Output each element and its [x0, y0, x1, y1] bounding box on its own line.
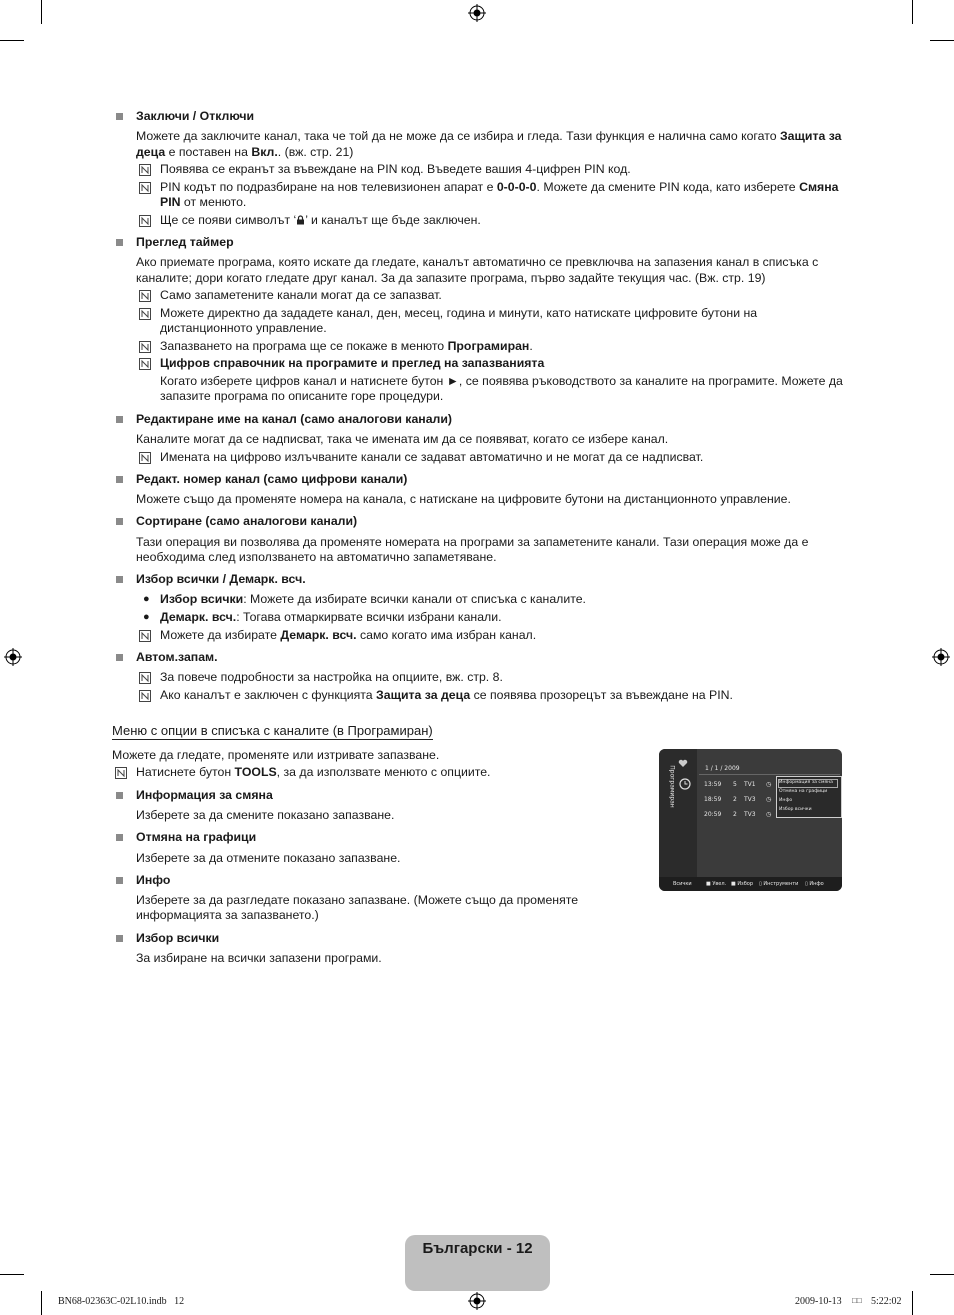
- tv-bottom-item: ▯ Инфо: [805, 881, 824, 887]
- menu-item-title: Информация за смяна: [136, 788, 273, 802]
- section-bullet: [116, 792, 123, 799]
- menu-item-desc: Изберете за да разгледате показано запазване. (Можете също да променяте: [136, 893, 579, 907]
- paragraph-line: Можете също да променяте номера на канала, с натискане на цифровите бутони на дистанционното управление.: [136, 492, 791, 506]
- section-bullet: [116, 935, 123, 942]
- footer-file-info: BN68-02363C-02L10.indb 12: [58, 1296, 185, 1307]
- paragraph-line: деца е поставен на Вкл.. (вж. стр. 21): [136, 145, 354, 159]
- note-icon: [139, 308, 151, 320]
- list-bullet: ●: [143, 593, 150, 605]
- crop-mark: [930, 40, 954, 41]
- note-text: Появява се екранът за въвеждане на PIN код. Въведете вашия 4-цифрен PIN код.: [160, 162, 631, 176]
- section-heading: Меню с опции в списъка с каналите (в Програмиран): [112, 723, 433, 738]
- registration-mark-icon: [468, 4, 486, 22]
- note-text: За повече подробности за настройка на опциите, вж. стр. 8.: [160, 670, 503, 684]
- menu-item-desc: информацията за запазването.): [136, 908, 319, 922]
- tv-bottom-item: ■ Увел.: [706, 881, 727, 887]
- lock-icon: [296, 215, 305, 225]
- tv-row-time: 18:59: [704, 796, 722, 803]
- tv-tools-popup: [776, 776, 842, 818]
- note-icon: [139, 690, 151, 702]
- menu-item-desc: Изберете за да смените показано запазване.: [136, 808, 395, 822]
- tv-date: 1 / 1 / 2009: [705, 765, 740, 772]
- crop-mark: [41, 0, 42, 24]
- paragraph-line: Ако приемате програма, която искате да гледате, каналът автоматично се превключва на запазения канал в списъка с: [136, 255, 819, 269]
- menu-item-desc: Изберете за да отмените показано запазване.: [136, 851, 401, 865]
- footer-glyphs: □□: [852, 1296, 862, 1305]
- note-icon: [139, 630, 151, 642]
- tv-screen-illustration: [659, 749, 842, 891]
- note-text: Само запаметените канали могат да се запазват.: [160, 288, 442, 302]
- crop-mark: [912, 1291, 913, 1315]
- tv-row-num: 5: [733, 781, 737, 788]
- note-icon: [139, 341, 151, 353]
- list-item: Демарк. всч.: Тогава отмаркирвате всички избрани канали.: [160, 610, 502, 624]
- note-text: Натиснете бутон TOOLS, за да използвате менюто с опциите.: [136, 765, 491, 779]
- section-bullet: [116, 518, 123, 525]
- section-title: Редактиране име на канал (само аналогови канали): [136, 412, 453, 426]
- tv-popup-item: Отмяна на графици: [779, 789, 828, 794]
- note-icon: [139, 358, 151, 370]
- section-title: Заключи / Отключи: [136, 109, 255, 123]
- tv-bottom-item: Всички: [673, 881, 692, 887]
- menu-item-desc: За избиране на всички запазени програми.: [136, 951, 382, 965]
- note-text: Когато изберете цифров канал и натиснете бутон ►, се появява ръководството за каналите на програмите. Можете да: [160, 374, 843, 388]
- note-text: Можете директно да зададете канал, ден, месец, година и минути, като натискате цифровите бутони на: [160, 306, 758, 320]
- paragraph-line: Каналите могат да се надписват, така че имената им да се появяват, когато се избере канал.: [136, 432, 669, 446]
- tv-row-clock-icon: ◷: [766, 796, 772, 803]
- menu-item-title: Инфо: [136, 873, 171, 887]
- section-title: Преглед таймер: [136, 235, 234, 249]
- menu-item-title: Избор всички: [136, 931, 220, 945]
- page-number-box: [405, 1235, 550, 1291]
- tv-popup-item: Инфо: [779, 798, 793, 803]
- tv-bottom-item: ■ Избор: [731, 881, 754, 887]
- tv-row-clock-icon: ◷: [766, 811, 772, 818]
- note-icon: [139, 215, 151, 227]
- section-bullet: [116, 476, 123, 483]
- page-number: Български - 12: [422, 1240, 533, 1257]
- crop-mark: [912, 0, 913, 24]
- tv-popup-item: Избор всички: [779, 807, 812, 812]
- note-title: Цифров справочник на програмите и преглед на запазванията: [160, 356, 545, 370]
- tv-bottom-bar: [659, 877, 842, 891]
- crop-mark: [41, 1291, 42, 1315]
- tv-row-num: 2: [733, 811, 737, 818]
- section-title: Автом.запам.: [136, 650, 218, 664]
- section-title: Сортиране (само аналогови канали): [136, 514, 358, 528]
- tv-row-time: 20:59: [704, 811, 722, 818]
- note-icon: [115, 767, 127, 779]
- section-title: Избор всички / Демарк. всч.: [136, 572, 306, 586]
- tv-row-channel: TV3: [744, 811, 756, 818]
- section-bullet: [116, 877, 123, 884]
- note-text: PIN кодът по подразбиране на нов телевизионен апарат е 0-0-0-0. Можете да смените PIN кода, като изберете Смяна: [160, 180, 839, 194]
- paragraph-line: Можете да гледате, променяте или изтривате запазване.: [112, 748, 440, 762]
- note-text: Можете да избирате Демарк. всч. само когато има избран канал.: [160, 628, 537, 642]
- tv-popup-item: Информация за смяна: [779, 780, 834, 785]
- tv-row-clock-icon: ◷: [766, 781, 772, 788]
- paragraph-line: необходима след използването на автоматично запаметяване.: [136, 550, 497, 564]
- paragraph-line: Можете да заключите канал, така че той да не може да се избира и гледа. Тази функция е налична само когато Защита за: [136, 129, 842, 143]
- paragraph-line: каналите; дори когато гледате друг канал. За да запазите програма, първо задайте текущия час. (Вж. стр. 19): [136, 271, 766, 285]
- section-bullet: [116, 654, 123, 661]
- registration-mark-icon: [468, 1292, 486, 1310]
- section-bullet: [116, 239, 123, 246]
- note-icon: [139, 290, 151, 302]
- note-text: Запазването на програма ще се покаже в менюто Програмиран.: [160, 339, 533, 353]
- footer-time: 5:22:02: [871, 1296, 902, 1307]
- tv-row-channel: TV3: [744, 796, 756, 803]
- clock-icon: [679, 778, 691, 790]
- tv-row-channel: TV1: [744, 781, 756, 788]
- paragraph-line: Тази операция ви позволява да променяте номерата на програми за запаметените канали. Тази операция може да е: [136, 535, 809, 549]
- tv-side-label: Програмиран: [668, 765, 676, 808]
- tv-row-num: 2: [733, 796, 737, 803]
- note-icon: [139, 672, 151, 684]
- crop-mark: [930, 1274, 954, 1275]
- crop-mark: [0, 1274, 24, 1275]
- note-text: PIN от менюто.: [160, 195, 247, 209]
- section-bullet: [116, 834, 123, 841]
- heart-icon: [678, 759, 688, 768]
- section-bullet: [116, 113, 123, 120]
- tv-row-time: 13:59: [704, 781, 722, 788]
- section-title: Редакт. номер канал (само цифрови канали): [136, 472, 408, 486]
- note-icon: [139, 182, 151, 194]
- footer-date: 2009-10-13: [795, 1296, 842, 1307]
- note-text: Ще се появи символът ‘ ’ и каналът ще бъде заключен.: [160, 213, 481, 227]
- list-bullet: ●: [143, 611, 150, 623]
- note-icon: [139, 164, 151, 176]
- tv-divider: [699, 774, 840, 775]
- crop-mark: [0, 40, 24, 41]
- note-text: запазите програма по описаните горе процедури.: [160, 389, 444, 403]
- note-text: дистанционното управление.: [160, 321, 327, 335]
- menu-item-title: Отмяна на графици: [136, 830, 257, 844]
- note-text: Имената на цифрово излъчваните канали се задават автоматично и не могат да се надписват.: [160, 450, 704, 464]
- registration-mark-icon: [4, 648, 22, 666]
- note-text: Ако каналът е заключен с функцията Защита за деца се появява прозорецът за въвеждане на PIN.: [160, 688, 733, 702]
- section-bullet: [116, 416, 123, 423]
- list-item: Избор всички: Можете да избирате всички канали от списъка с каналите.: [160, 592, 586, 606]
- registration-mark-icon: [932, 648, 950, 666]
- section-bullet: [116, 576, 123, 583]
- note-icon: [139, 452, 151, 464]
- tv-bottom-item: ▯ Инструменти: [759, 881, 799, 887]
- tv-sidebar: [659, 749, 697, 877]
